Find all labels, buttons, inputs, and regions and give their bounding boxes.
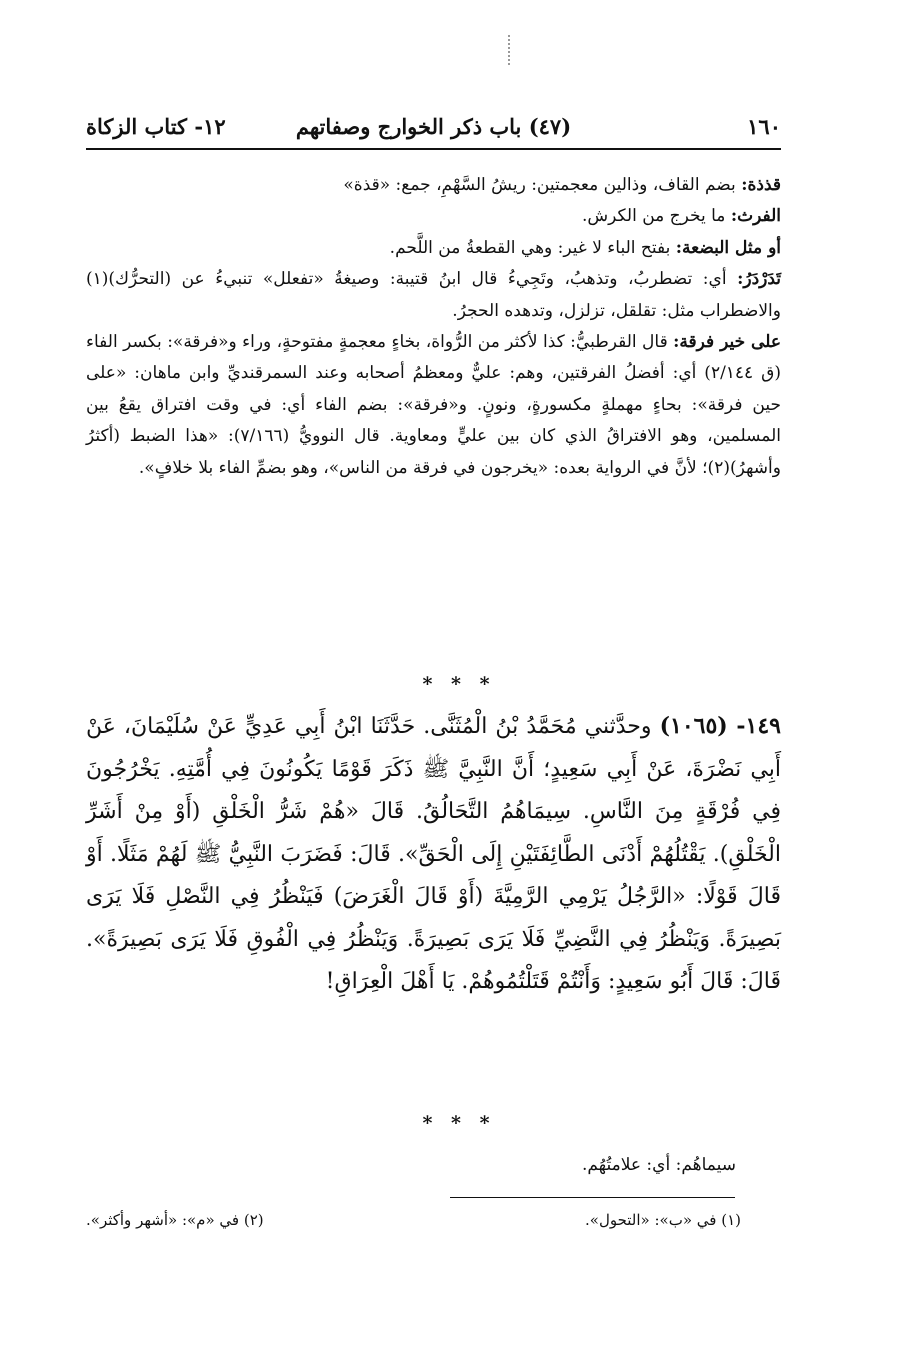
section-separator: * * *: [422, 1112, 496, 1134]
header-rule: [86, 148, 781, 150]
section-separator: * * *: [422, 673, 496, 695]
scan-mark: [508, 35, 512, 65]
section-title: (٤٧) باب ذكر الخوارج وصفاتهم: [295, 114, 572, 139]
commentary-term: الفرث:: [730, 206, 781, 227]
page-number: ١٦٠: [747, 114, 781, 139]
hadith-number: ١٤٩- (١٠٦٥): [659, 713, 781, 739]
commentary-term: قذذة:: [741, 175, 781, 195]
commentary-paragraph: [86, 233, 781, 264]
commentary-paragraph: [86, 264, 781, 327]
commentary-text: أي: تضطربُ، وتذهبُ، وتَجِيءُ قال ابنُ قتيبة: وصيغةُ «تفعلل» تنبيءُ عن (التحرُّك)(١) والاضطراب مثل: تقلقل، تزلزل، وتدهده الحجرُ.: [86, 269, 781, 321]
hadith-paragraph: [86, 705, 781, 1004]
hadith-text: وحدَّثني مُحَمَّدُ بْنُ الْمُثَنَّى. حَدَّثَنَا ابْنُ أَبِي عَدِيٍّ عَنْ سُلَيْمَانَ، عَنْ أَبِي نَضْرَةَ، عَنْ أَبِي سَعِيدٍ؛ أَنَّ النَّبِيَّ ﷺ ذَكَرَ قَوْمًا يَكُونُونَ فِي أُمَّتِهِ. يَخْرُجُونَ فِي فُرْقَةٍ مِنَ النَّاسِ. سِيمَاهُمُ التَّحَالُقُ. قَالَ «هُمْ شَرُّ الْخَلْقِ (أَوْ مِنْ أَشَرِّ الْخَلْقِ). يَقْتُلُهُمْ أَدْنَى الطَّائِفَتَيْنِ إِلَى الْحَقِّ». قَالَ: فَضَرَبَ النَّبِيُّ ﷺ لَهُمْ مَثَلًا. أَوْ قَالَ قَوْلًا: «الرَّجُلُ يَرْمِي الرَّمِيَّةَ (أَوْ قَالَ الْغَرَضَ) فَيَنْظُرُ فِي النَّصْلِ فَلَا يَرَى بَصِيرَةً. وَيَنْظُرُ فِي النَّضِيِّ فَلَا يَرَى بَصِيرَةً. وَيَنْظُرُ فِي الْفُوقِ فَلَا يَرَى بَصِيرَةً». قَالَ: قَالَ أَبُو سَعِيدٍ: وَأَنْتُمْ قَتَلْتُمُوهُمْ. يَا أَهْلَ الْعِرَاقِ!: [86, 714, 782, 994]
gloss-text: أي: علامتُهُم.: [581, 1155, 676, 1175]
running-header: [86, 112, 781, 146]
commentary-text: قال القرطبيُّ: كذا لأكثر من الرُّواة، بخاءٍ معجمةٍ مفتوحةٍ، وراء و«فرقة»: بكسر الفاء (ق ٢/١٤٤) أي: أفضلُ الفرقتين، وهم: عليٌّ ومعظمُ أصحابه وعند السمرقنديِّ وابن ماهان: «على حين فرقة»: بحاءٍ مهملةٍ مكسورةٍ، ونونٍ. و«فرقة»: بضم الفاء أي: في وقت افتراق يقعُ بين المسلمين، وهو الافتراقُ الذي كان بين عليٍّ ومعاوية. قال النوويُّ (٧/١٦٦): «هذا الضبط (أكثرُ وأشهرُ)(٢)؛ لأنَّ في الرواية بعده: «يخرجون في فرقة من الناس»، وهو بضمِّ الفاء بلا خلافٍ».: [86, 332, 781, 478]
commentary-paragraph: [86, 170, 781, 201]
commentary-block: [86, 170, 781, 484]
gloss-term: سيماهُم:: [675, 1155, 736, 1175]
commentary-term: تَدَرْدَرُ:: [737, 269, 781, 290]
footnote-2: (٢) في «م»: «أشهر وأكثر».: [86, 1211, 264, 1229]
commentary-paragraph: [86, 327, 781, 484]
commentary-term: أو مثل البضعة:: [675, 237, 781, 258]
commentary-paragraph: [86, 201, 781, 232]
footnote-1: (١) في «ب»: «التحول».: [585, 1211, 741, 1229]
book-title: ١٢- كتاب الزكاة: [86, 114, 226, 139]
commentary-text: بضم القاف، وذالين معجمتين: ريشُ السَّهْمِ، جمع: «قذة»: [343, 175, 742, 195]
commentary-text: ما يخرج من الكرش.: [581, 206, 731, 227]
commentary-term: على خير فرقة:: [673, 332, 781, 353]
gloss-note: [86, 1150, 736, 1180]
footnote-rule: [450, 1197, 735, 1198]
hadith-block: [86, 705, 781, 1004]
commentary-text: بفتح الباء لا غير: وهي القطعةُ من اللَّحم.: [389, 237, 676, 258]
